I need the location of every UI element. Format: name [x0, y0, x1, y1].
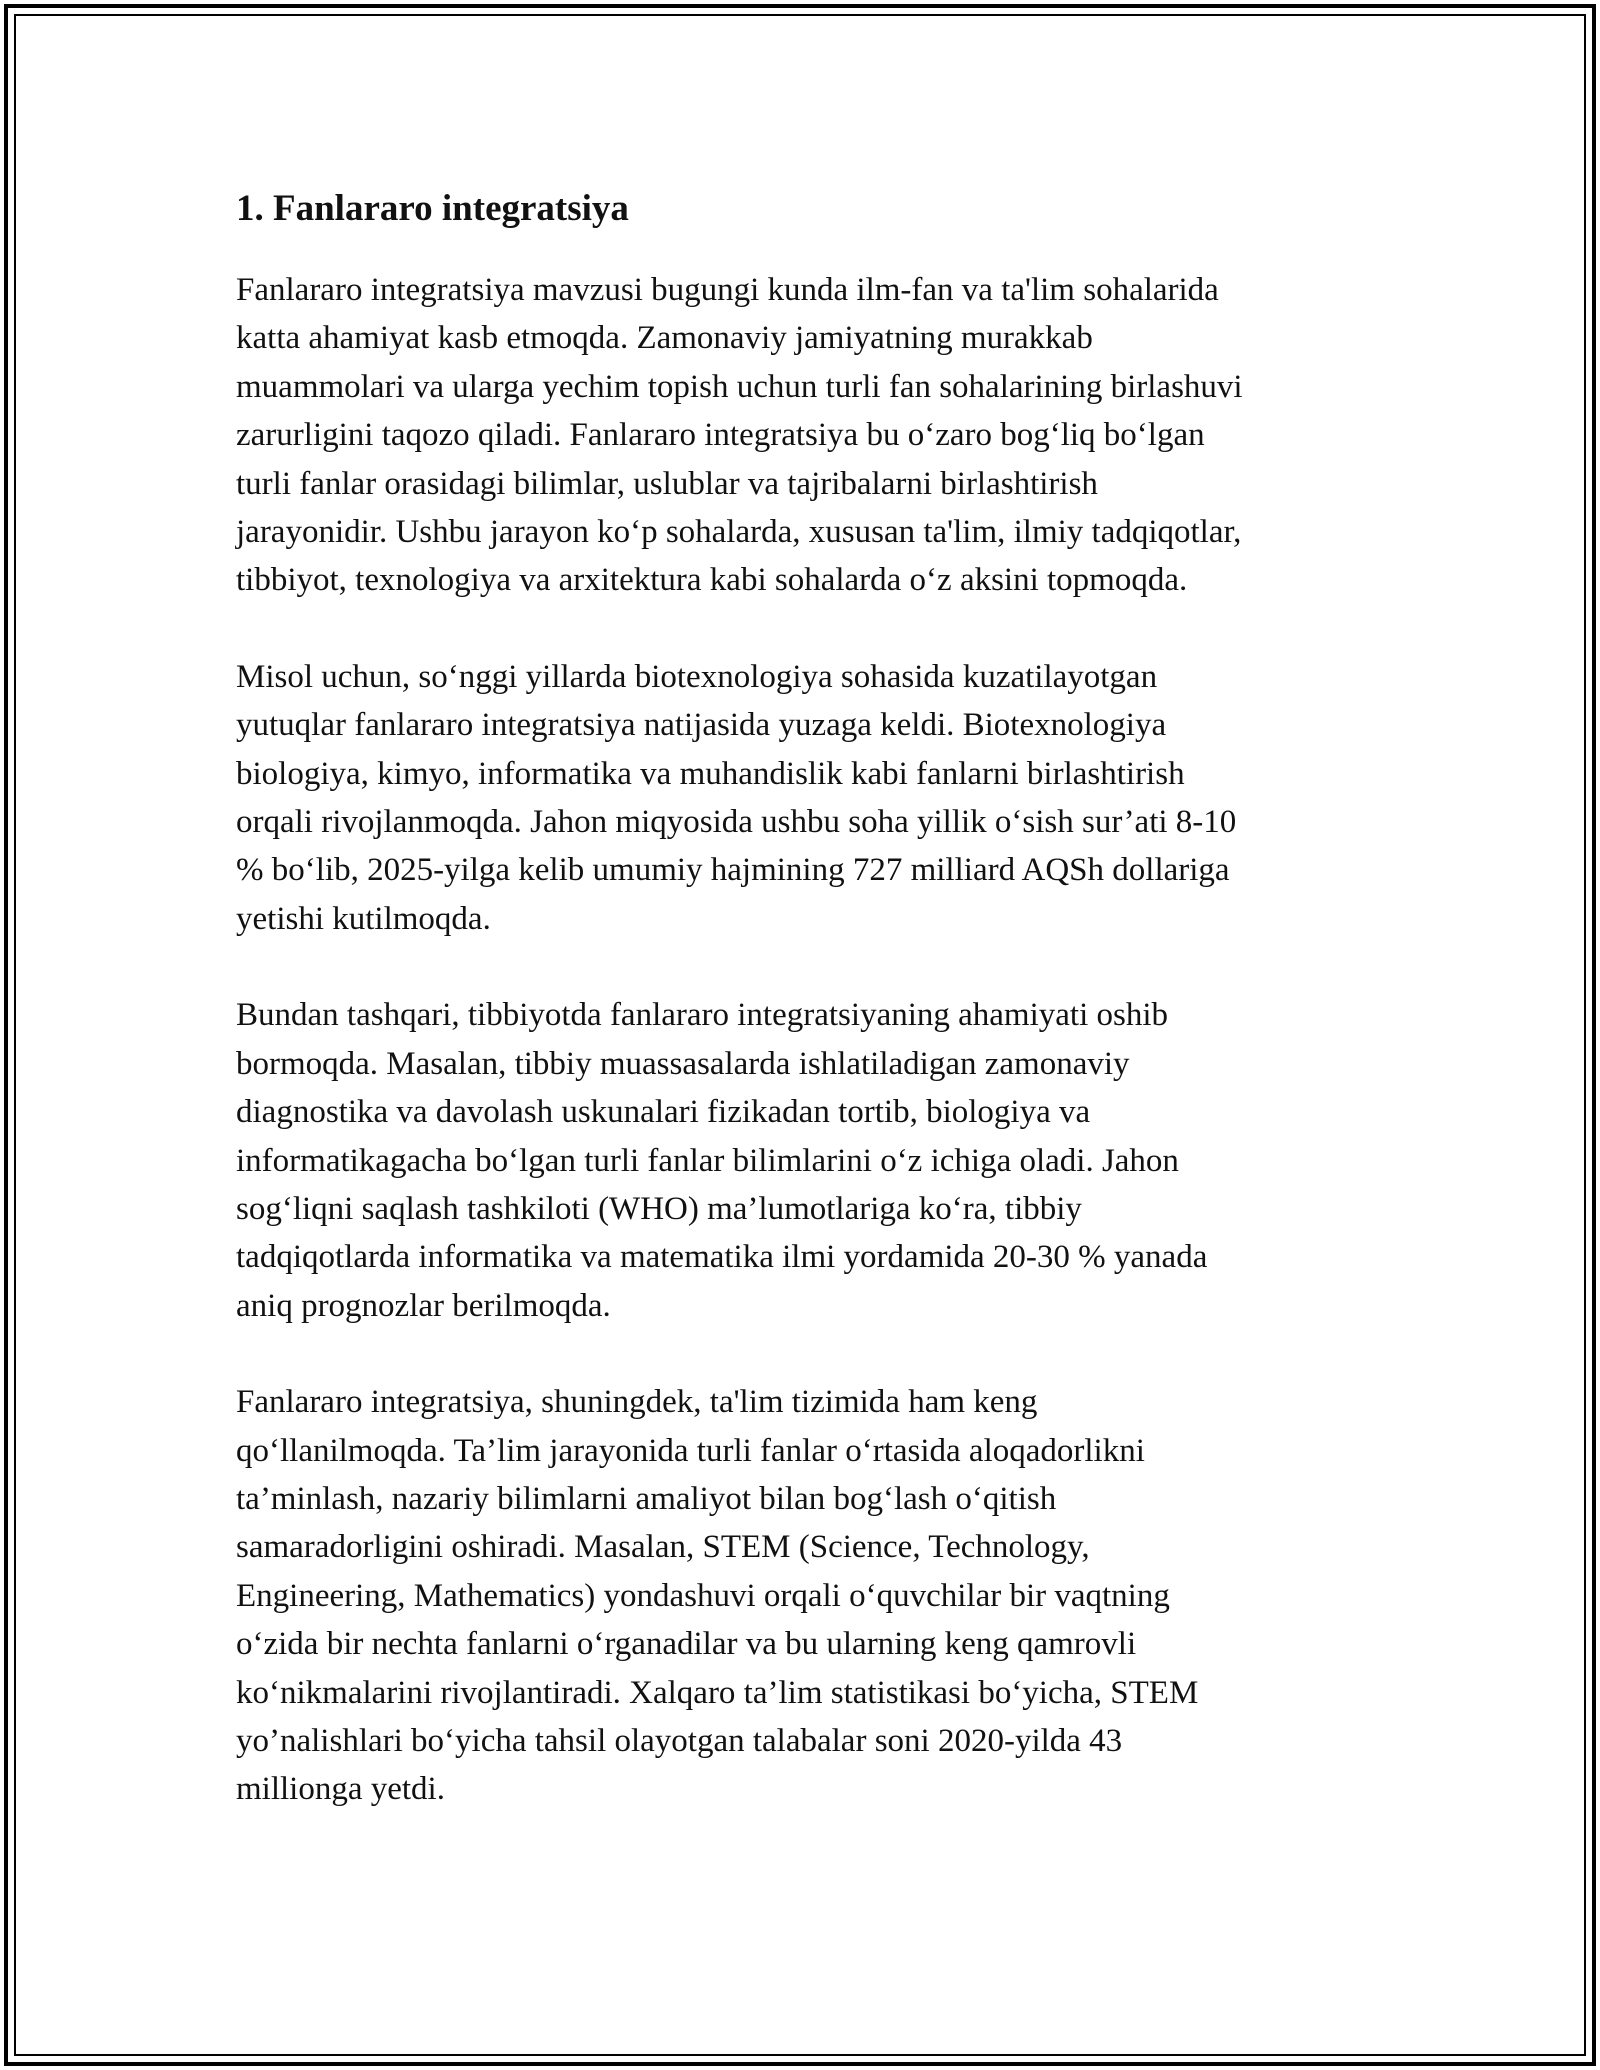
paragraph-line: tadqiqotlarda informatika va matematika ilmi yordamida 20-30 % yanada: [236, 1239, 1208, 1276]
paragraph-line: yutuqlar fanlararo integratsiya natijasida yuzaga keldi. Biotexnologiya: [236, 707, 1167, 744]
paragraph-3: [236, 991, 1366, 1330]
paragraph-line: samaradorligini oshiradi. Masalan, STEM (Science, Technology,: [236, 1529, 1090, 1566]
paragraph-line: biologiya, kimyo, informatika va muhandislik kabi fanlarni birlashtirish: [236, 755, 1185, 792]
paragraph-line: diagnostika va davolash uskunalari fizikadan tortib, biologiya va: [236, 1094, 1091, 1131]
paragraph-line: millionga yetdi.: [236, 1771, 445, 1808]
paragraph-line: aniq prognozlar berilmoqda.: [236, 1287, 611, 1324]
paragraph-line: o‘zida bir nechta fanlarni o‘rganadilar va bu ularning keng qamrovli: [236, 1626, 1137, 1663]
paragraph-line: Bundan tashqari, tibbiyotda fanlararo integratsiyaning ahamiyati oshib: [236, 997, 1169, 1034]
paragraph-line: orqali rivojlanmoqda. Jahon miqyosida ushbu soha yillik o‘sish sur’ati 8-10: [236, 804, 1237, 841]
paragraph-line: yo’nalishlari bo‘yicha tahsil olayotgan talabalar soni 2020-yilda 43: [236, 1722, 1123, 1759]
paragraph-line: turli fanlar orasidagi bilimlar, uslublar va tajribalarni birlashtirish: [236, 465, 1098, 502]
paragraph-line: Engineering, Mathematics) yondashuvi orqali o‘quvchilar bir vaqtning: [236, 1577, 1170, 1614]
paragraph-line: ko‘nikmalarini rivojlantiradi. Xalqaro ta’lim statistikasi bo‘yicha, STEM: [236, 1674, 1199, 1711]
paragraph-line: % bo‘lib, 2025-yilga kelib umumiy hajmining 727 milliard AQSh dollariga: [236, 852, 1230, 889]
paragraph-line: Fanlararo integratsiya mavzusi bugungi kunda ilm-fan va ta'lim sohalarida: [236, 272, 1219, 308]
paragraph-line: informatikagacha bo‘lgan turli fanlar bilimlarini o‘z ichiga oladi. Jahon: [236, 1142, 1179, 1179]
paragraph-line: qo‘llanilmoqda. Ta’lim jarayonida turli fanlar o‘rtasida aloqadorlikni: [236, 1432, 1145, 1469]
paragraph-line: jarayonidir. Ushbu jarayon ko‘p sohalarda, xususan ta'lim, ilmiy tadqiqotlar,: [236, 514, 1242, 551]
paragraph-line: tibbiyot, texnologiya va arxitektura kabi sohalarda o‘z aksini topmoqda.: [236, 562, 1188, 599]
paragraph-1: [236, 266, 1366, 605]
section-heading: 1. Fanlararo integratsiya: [236, 188, 629, 229]
paragraph-line: yetishi kutilmoqda.: [236, 900, 491, 937]
paragraph-line: Fanlararo integratsiya, shuningdek, ta'lim tizimida ham keng: [236, 1384, 1038, 1421]
document-body: [236, 186, 1366, 1862]
paragraph-4: [236, 1378, 1366, 1814]
paragraph-2: [236, 653, 1366, 943]
paragraph-line: ta’minlash, nazariy bilimlarni amaliyot bilan bog‘lash o‘qitish: [236, 1480, 1057, 1517]
paragraph-line: bormoqda. Masalan, tibbiy muassasalarda ishlatiladigan zamonaviy: [236, 1045, 1130, 1082]
paragraph-line: zarurligini taqozo qiladi. Fanlararo integratsiya bu o‘zaro bog‘liq bo‘lgan: [236, 417, 1205, 454]
paragraph-line: muammolari va ularga yechim topish uchun turli fan sohalarining birlashuvi: [236, 368, 1243, 405]
paragraph-line: sog‘liqni saqlash tashkiloti (WHO) ma’lumotlariga ko‘ra, tibbiy: [236, 1190, 1082, 1227]
paragraph-line: Misol uchun, so‘nggi yillarda biotexnologiya sohasida kuzatilayotgan: [236, 658, 1158, 695]
paragraph-line: katta ahamiyat kasb etmoqda. Zamonaviy jamiyatning murakkab: [236, 320, 1093, 357]
